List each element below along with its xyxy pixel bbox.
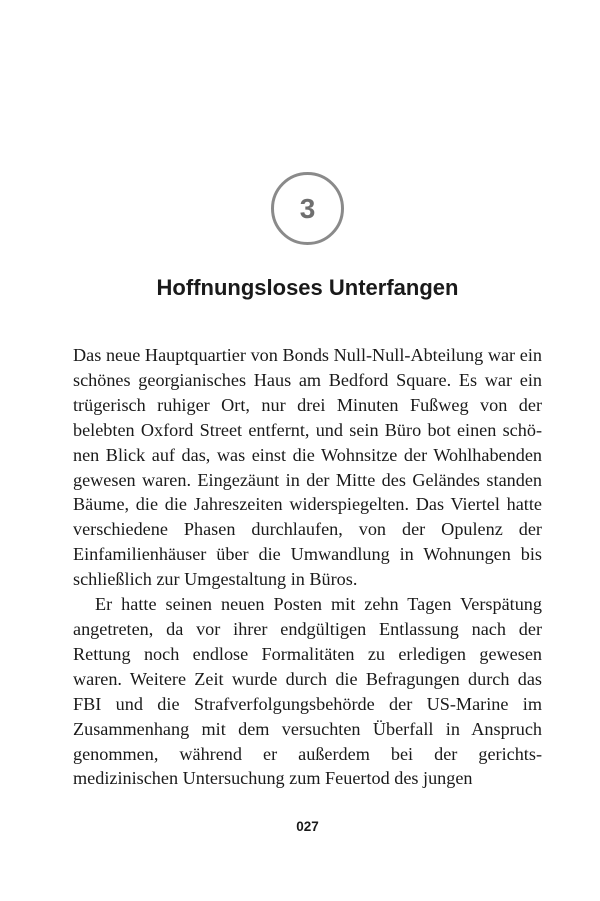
paragraph-2: Er hatte seinen neuen Posten mit zehn Tagen Verspätung angetreten, da vor ihrer endgültigen Entlassung nach der Rettung noch endlose Formalitäten zu erledigen gewesen waren. Weitere Zeit wurde durch die Befragungen durch das FBI und die Strafverfolgungsbehörde der US-Marine im Zusammenhang mit dem versuchten Überfall in Anspruch genommen, während er außerdem bei der gerichtsmedizinischen Untersuchung zum Feuertod des jungen <box>73 594 542 789</box>
page-number: 027 <box>296 819 319 834</box>
chapter-title: Hoffnungsloses Unterfangen <box>156 275 459 300</box>
chapter-number-circle <box>271 172 344 245</box>
chapter-number: 3 <box>299 192 316 224</box>
chapter-body <box>73 343 542 791</box>
paragraph-1: Das neue Hauptquartier von Bonds Null-Null-Abteilung war ein schönes georgianisches Haus am Bedford Square. Es war ein trügerisch ruhiger Ort, nur drei Minuten Fußweg von der belebten Oxford Street entfernt, und sein Büro bot einen schönen Blick auf das, was einst die Wohnsitze der Wohlhabenden gewesen waren. Eingezäunt in der Mitte des Geländes standen Bäume, die die Jahreszeiten widerspiegelten. Das Viertel hatte verschiedene Phasen durchlaufen, von der Opulenz der Einfamilienhäuser über die Umwandlung in Wohnungen bis schließlich zur Umgestaltung in Büros. <box>73 345 542 590</box>
